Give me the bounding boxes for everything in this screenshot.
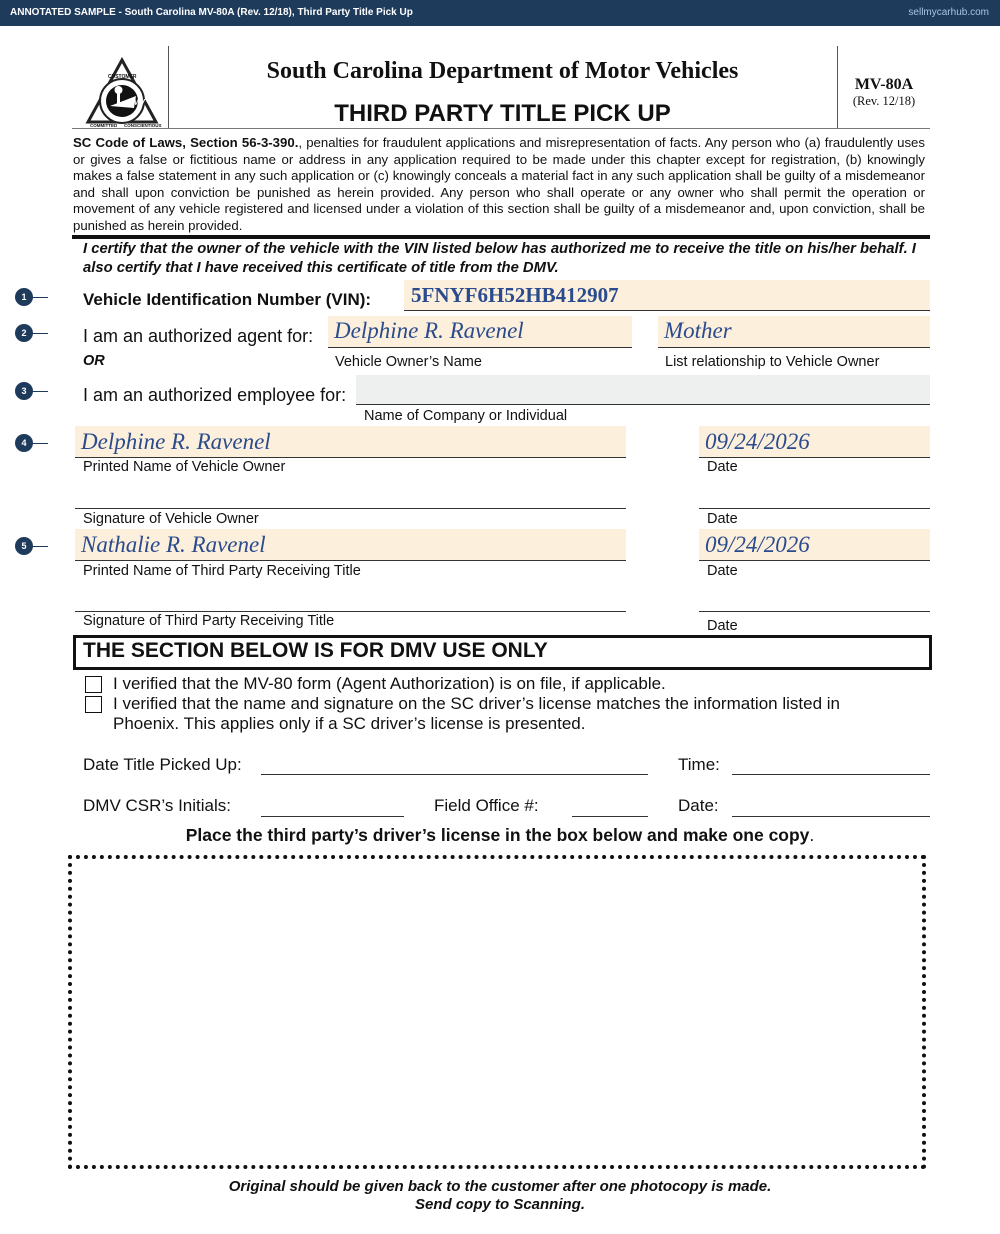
owner-date-underline bbox=[699, 457, 930, 458]
sig-third-date-line[interactable] bbox=[699, 611, 930, 612]
marker-leader-4 bbox=[32, 443, 48, 444]
third-date-caption: Date bbox=[707, 563, 738, 579]
marker-leader-3 bbox=[32, 391, 48, 392]
place-license-bold: Place the third party’s driver’s license in the box below and make one copy bbox=[185, 825, 810, 845]
form-revision: (Rev. 12/18) bbox=[852, 94, 916, 108]
employee-label: I am an authorized employee for: bbox=[83, 385, 347, 405]
banner-title: ANNOTATED SAMPLE - South Carolina MV-80A (Rev. 12/18), Third Party Title Pick Up bbox=[10, 7, 413, 18]
place-license-period: . bbox=[809, 825, 815, 845]
checkbox-mv80-on-file[interactable] bbox=[85, 676, 102, 693]
relationship-caption: List relationship to Vehicle Owner bbox=[665, 354, 880, 370]
employee-field[interactable] bbox=[356, 375, 930, 404]
footer-line-1: Original should be given back to the customer after one photocopy is made. bbox=[228, 1178, 772, 1195]
printed-third-underline bbox=[75, 560, 626, 561]
date-picked-label: Date Title Picked Up: bbox=[83, 755, 242, 774]
agency-name: South Carolina Department of Motor Vehicles bbox=[266, 58, 739, 84]
license-copy-box bbox=[68, 855, 926, 1169]
date-picked-line[interactable] bbox=[261, 774, 648, 775]
place-license-instruction bbox=[0, 825, 1000, 846]
sig-owner-date-caption: Date bbox=[707, 511, 738, 527]
marker-leader-1 bbox=[32, 297, 48, 298]
law-citation: SC Code of Laws, Section 56-3-390. bbox=[73, 135, 299, 150]
dmv-date-label: Date: bbox=[678, 796, 719, 815]
logo-mark: DMV bbox=[127, 98, 145, 107]
owner-name-underline bbox=[328, 347, 632, 348]
check2-label-line1: I verified that the name and signature on the SC driver’s license matches the information listed in bbox=[113, 694, 840, 713]
form-number: MV-80A bbox=[854, 76, 914, 93]
annotation-marker-4: 4 bbox=[15, 434, 33, 452]
owner-name-caption: Vehicle Owner’s Name bbox=[335, 354, 482, 370]
annotation-marker-1: 1 bbox=[15, 288, 33, 306]
owner-date-caption: Date bbox=[707, 459, 738, 475]
certify-statement: I certify that the owner of the vehicle with the VIN listed below has authorized me to receive the title on his/her behalf. I also certify that I have received this certificate of title from the DMV. bbox=[83, 241, 916, 276]
sample-banner bbox=[0, 0, 1000, 26]
relationship-underline bbox=[658, 347, 930, 348]
time-label: Time: bbox=[678, 755, 720, 774]
field-office-label: Field Office #: bbox=[434, 796, 539, 815]
footer-line-2: Send copy to Scanning. bbox=[414, 1196, 586, 1213]
owner-name-value: Delphine R. Ravenel bbox=[334, 318, 524, 343]
dmv-logo bbox=[84, 56, 160, 132]
printed-third-value: Nathalie R. Ravenel bbox=[81, 532, 266, 557]
sig-owner-date-line[interactable] bbox=[699, 508, 930, 509]
law-paragraph bbox=[73, 135, 925, 234]
header-divider-left bbox=[168, 46, 169, 128]
sig-third-line[interactable] bbox=[75, 611, 626, 612]
logo-text-left: COMMITTED bbox=[90, 123, 118, 128]
marker-leader-2 bbox=[32, 333, 48, 334]
relationship-value: Mother bbox=[664, 318, 732, 343]
time-line[interactable] bbox=[732, 774, 930, 775]
law-text: , penalties for fraudulent applications and misrepresentation of facts. Any person who (a) fraudulently uses or gives a false or fictitious name or address in any application required to be made under this chapter except for registration, (b) knowingly makes a false statement in any such application or (c) knowingly conceals a material fact in any such application shall be guilty of a misdemeanor and shall upon conviction be punished as herein provided. Any person who shall operate or any owner who shall permit the operation or movement of any vehicle registered and licensed under a violation of this section shall be guilty of a misdemeanor and, upon conviction, shall be punished as herein provided. bbox=[73, 135, 925, 233]
annotation-marker-5: 5 bbox=[15, 537, 33, 555]
dmv-only-heading: THE SECTION BELOW IS FOR DMV USE ONLY bbox=[83, 639, 548, 662]
marker-leader-5 bbox=[32, 546, 48, 547]
logo-text-top: CUSTOMER bbox=[108, 74, 137, 80]
header-bottom-rule bbox=[72, 128, 930, 129]
printed-owner-caption: Printed Name of Vehicle Owner bbox=[83, 459, 286, 475]
checkbox-license-verified[interactable] bbox=[85, 696, 102, 713]
sig-third-date-caption: Date bbox=[707, 618, 738, 634]
agent-label: I am an authorized agent for: bbox=[83, 326, 314, 346]
vin-value: 5FNYF6H52HB412907 bbox=[411, 283, 619, 307]
third-date-value: 09/24/2026 bbox=[705, 532, 810, 557]
printed-owner-value: Delphine R. Ravenel bbox=[81, 429, 271, 454]
form-title: THIRD PARTY TITLE PICK UP bbox=[334, 100, 671, 127]
employee-underline bbox=[356, 404, 930, 405]
printed-third-caption: Printed Name of Third Party Receiving Title bbox=[83, 563, 361, 579]
printed-owner-underline bbox=[75, 457, 626, 458]
sig-third-caption: Signature of Third Party Receiving Title bbox=[83, 613, 335, 629]
banner-site-link[interactable]: sellmycarhub.com bbox=[908, 7, 989, 18]
company-caption: Name of Company or Individual bbox=[364, 408, 568, 424]
certify-rule bbox=[72, 235, 930, 239]
dmv-date-line[interactable] bbox=[732, 816, 930, 817]
check1-label: I verified that the MV-80 form (Agent Authorization) is on file, if applicable. bbox=[113, 674, 666, 693]
sig-owner-line[interactable] bbox=[75, 508, 626, 509]
initials-label: DMV CSR’s Initials: bbox=[83, 796, 231, 815]
initials-line[interactable] bbox=[261, 816, 404, 817]
third-date-underline bbox=[699, 560, 930, 561]
owner-date-value: 09/24/2026 bbox=[705, 429, 810, 454]
logo-text-right: CONSCIENTIOUS bbox=[124, 123, 162, 128]
check2-label-line2: Phoenix. This applies only if a SC driver’s license is presented. bbox=[113, 714, 586, 733]
or-label: OR bbox=[83, 353, 105, 369]
vin-underline bbox=[404, 310, 930, 311]
field-office-line[interactable] bbox=[572, 816, 648, 817]
annotation-marker-2: 2 bbox=[15, 324, 33, 342]
sig-owner-caption: Signature of Vehicle Owner bbox=[83, 511, 259, 527]
annotation-marker-3: 3 bbox=[15, 382, 33, 400]
vin-label: Vehicle Identification Number (VIN): bbox=[83, 290, 372, 309]
